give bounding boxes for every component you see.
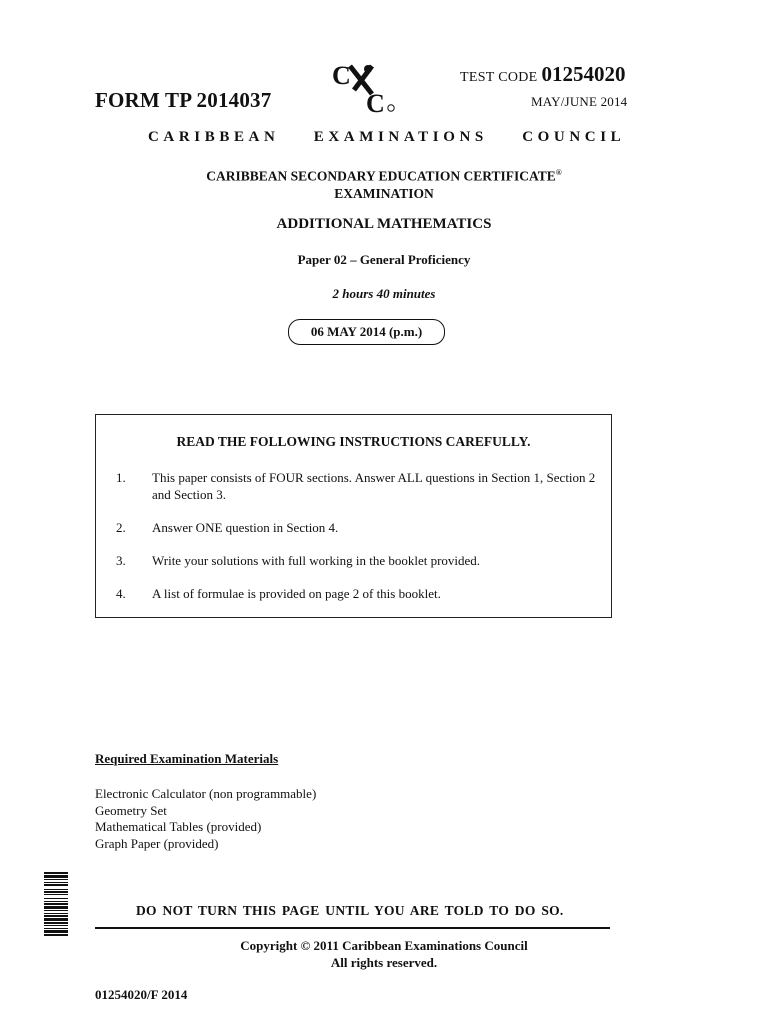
- barcode-bar: [44, 901, 68, 902]
- rights-line: All rights reserved.: [330, 955, 438, 970]
- certificate-line-1: CARIBBEAN SECONDARY EDUCATION CERTIFICATE: [206, 168, 556, 184]
- test-code-label: TEST CODE: [460, 70, 538, 85]
- barcode-bar: [44, 898, 68, 899]
- copyright-line: Copyright © 2011 Caribbean Examinations Council: [240, 938, 528, 953]
- instruction-text: This paper consists of FOUR sections. Answer ALL questions in Section 1, Section 2 and Section 3.: [152, 470, 596, 502]
- instruction-number: 4.: [116, 586, 126, 601]
- barcode: [44, 872, 68, 1000]
- barcode-bar: [44, 882, 68, 883]
- materials-item: Graph Paper (provided): [95, 835, 219, 851]
- cxc-logo: [328, 60, 408, 116]
- instruction-text: A list of formulae is provided on page 2 of this booklet.: [152, 586, 441, 601]
- instruction-text: Answer ONE question in Section 4.: [152, 520, 339, 535]
- copyright-notice: [0, 937, 768, 971]
- barcode-bar: [44, 930, 68, 933]
- barcode-bar: [44, 934, 68, 936]
- barcode-bar: [44, 884, 68, 886]
- council-name: CARIBBEAN EXAMINATIONS COUNCIL: [148, 129, 626, 145]
- svg-text:C: C: [366, 89, 385, 116]
- test-code: [460, 62, 626, 87]
- materials-item: Geometry Set: [95, 802, 167, 818]
- barcode-bar: [44, 872, 68, 874]
- svg-text:C: C: [332, 61, 351, 90]
- instruction-number: 1.: [116, 470, 126, 485]
- duration: 2 hours 40 minutes: [332, 286, 436, 301]
- exam-session: MAY/JUNE 2014: [531, 94, 628, 109]
- form-code: FORM TP 2014037: [95, 88, 272, 112]
- subject-title: ADDITIONAL MATHEMATICS: [276, 216, 492, 232]
- paper-title: Paper 02 – General Proficiency: [297, 252, 471, 267]
- exam-date: 06 MAY 2014 (p.m.): [288, 319, 445, 345]
- barcode-bar: [44, 879, 68, 880]
- divider: [95, 927, 610, 929]
- materials-item: Electronic Calculator (non programmable): [95, 786, 317, 801]
- barcode-bar: [44, 910, 68, 911]
- certificate-title: [0, 164, 768, 202]
- barcode-bar: [44, 913, 68, 914]
- certificate-line-2: EXAMINATION: [334, 185, 434, 201]
- warning-notice: DO NOT TURN THIS PAGE UNTIL YOU ARE TOLD TO DO SO.: [136, 903, 564, 918]
- instruction-number: 3.: [116, 553, 126, 568]
- instructions-title: READ THE FOLLOWING INSTRUCTIONS CAREFULLY.: [176, 434, 531, 449]
- barcode-bar: [44, 906, 68, 909]
- barcode-bar: [44, 915, 68, 917]
- materials-heading: Required Examination Materials: [95, 751, 279, 766]
- barcode-bar: [44, 891, 68, 893]
- instructions-box: [95, 414, 612, 618]
- barcode-bar: [44, 894, 68, 895]
- barcode-bar: [44, 875, 68, 878]
- instruction-text: Write your solutions with full working in the booklet provided.: [152, 553, 481, 568]
- barcode-bar: [44, 889, 68, 890]
- footer-code: 01254020/F 2014: [95, 987, 188, 1002]
- test-code-number: 01254020: [541, 62, 626, 86]
- materials-list: [95, 786, 316, 852]
- barcode-bar: [44, 922, 68, 924]
- materials-item: Mathematical Tables (provided): [95, 819, 262, 834]
- registered-mark: ®: [555, 168, 562, 177]
- barcode-bar: [44, 903, 68, 905]
- barcode-bar: [44, 925, 68, 926]
- instruction-number: 2.: [116, 520, 126, 535]
- barcode-bar: [44, 928, 68, 929]
- barcode-bar: [44, 918, 68, 921]
